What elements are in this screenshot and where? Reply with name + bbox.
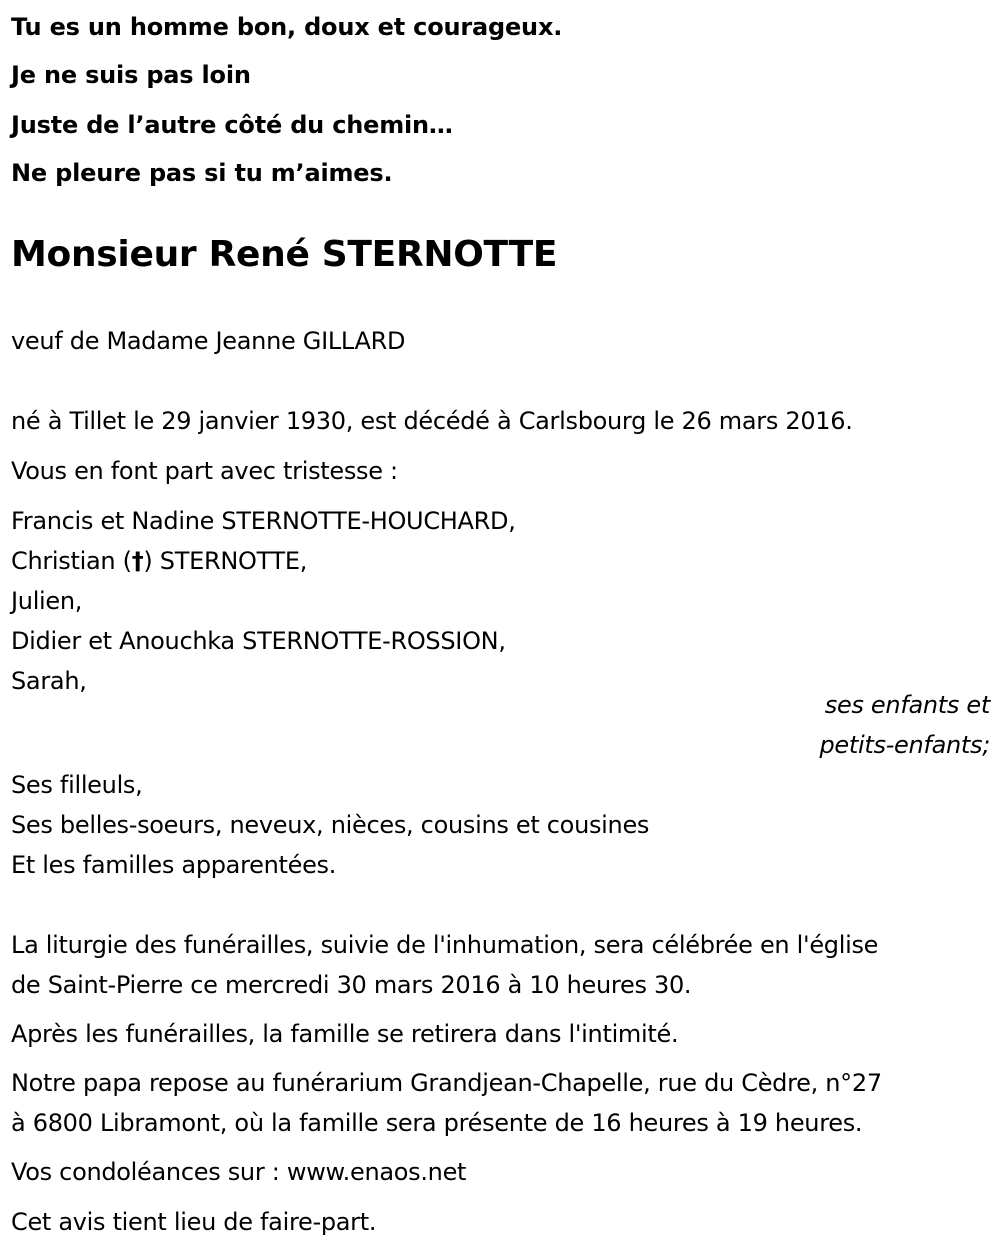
other-relatives: Ses belles-soeurs, neveux, nièces, cousins et cousines [11, 811, 650, 839]
poem-line: Ne pleure pas si tu m’aimes. [11, 159, 393, 187]
cross-icon: † [131, 547, 144, 575]
after-ceremony-text: Après les funérailles, la famille se retirera dans l'intimité. [11, 1020, 679, 1048]
condolences-label: Vos condoléances sur : [11, 1158, 287, 1186]
deceased-name: Monsieur René STERNOTTE [11, 234, 558, 275]
family-member: Didier et Anouchka STERNOTTE-ROSSION, [11, 627, 506, 655]
condolences-link[interactable]: www.enaos.net [286, 1158, 467, 1186]
spouse-line: veuf de Madame Jeanne GILLARD [11, 327, 406, 355]
other-relatives: Et les familles apparentées. [11, 851, 337, 879]
family-role: ses enfants et [824, 691, 990, 719]
birth-death-line: né à Tillet le 29 janvier 1930, est décédé à Carlsbourg le 26 mars 2016. [11, 407, 853, 435]
family-member-text: Christian ( [11, 547, 132, 575]
liturgy-text: La liturgie des funérailles, suivie de l'inhumation, sera célébrée en l'église [11, 931, 879, 959]
closing-text: Cet avis tient lieu de faire-part. [11, 1208, 377, 1236]
poem-line: Juste de l’autre côté du chemin… [11, 111, 453, 139]
other-relatives: Ses filleuls, [11, 771, 143, 799]
family-member: Julien, [11, 587, 83, 615]
poem-line: Je ne suis pas loin [11, 61, 251, 89]
condolences-line [11, 1157, 466, 1187]
visitation-text: Notre papa repose au funérarium Grandjean-Chapelle, rue du Cèdre, n°27 [11, 1069, 882, 1097]
poem-line: Tu es un homme bon, doux et courageux. [11, 13, 563, 41]
family-member: Sarah, [11, 667, 87, 695]
liturgy-text: de Saint-Pierre ce mercredi 30 mars 2016 à 10 heures 30. [11, 971, 692, 999]
family-role: petits-enfants; [819, 731, 990, 759]
family-member-text: ) STERNOTTE, [143, 547, 308, 575]
family-member: Francis et Nadine STERNOTTE-HOUCHARD, [11, 507, 516, 535]
announcement-intro: Vous en font part avec tristesse : [11, 457, 398, 485]
family-member [11, 546, 307, 576]
visitation-text: à 6800 Libramont, où la famille sera présente de 16 heures à 19 heures. [11, 1109, 863, 1137]
